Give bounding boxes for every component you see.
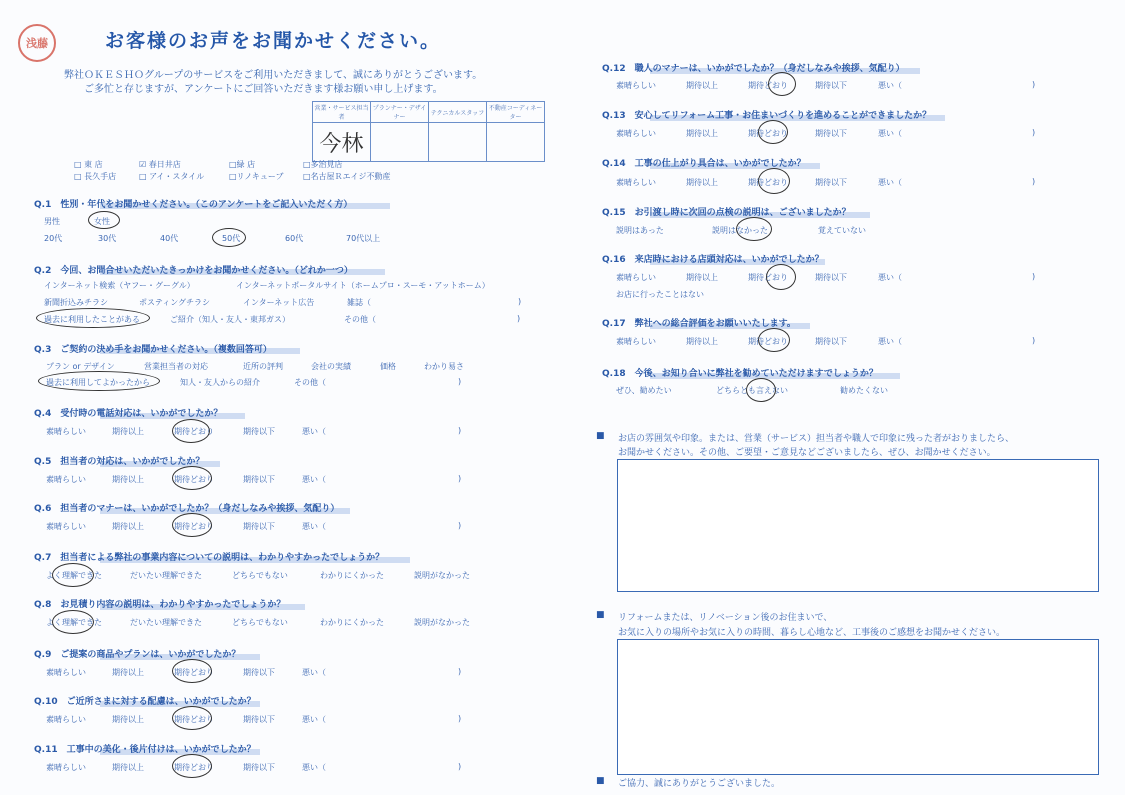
comment-box-1[interactable]: [617, 459, 1099, 592]
paren: ): [458, 714, 462, 723]
paren: ): [458, 667, 462, 676]
option-excellent[interactable]: 素晴らしい: [46, 715, 86, 724]
store-option[interactable]: □ アイ・スタイル: [139, 172, 205, 181]
option-bad[interactable]: 悪い（: [302, 522, 326, 531]
option-above[interactable]: 期待以上: [112, 427, 144, 436]
option[interactable]: よく理解できた: [46, 571, 102, 580]
section1-line1: お店の雰囲気や印象。または、営業（サービス）担当者や職人で印象に残った者がおりましたら、: [618, 434, 1015, 444]
paren: ): [458, 377, 462, 386]
store-option[interactable]: □緑 店: [229, 160, 256, 169]
option-excellent[interactable]: 素晴らしい: [46, 475, 86, 484]
option[interactable]: 価格: [380, 362, 396, 371]
option-as-expected[interactable]: 期待どおり: [748, 178, 788, 187]
option-above[interactable]: 期待以上: [686, 81, 718, 90]
option[interactable]: インターネット広告: [243, 298, 315, 307]
paren: ): [518, 297, 522, 306]
option-excellent[interactable]: 素晴らしい: [46, 427, 86, 436]
option-as-expected[interactable]: 期待どおり: [174, 763, 214, 772]
option-below[interactable]: 期待以下: [815, 81, 847, 90]
paren: ): [458, 474, 462, 483]
option[interactable]: 説明がなかった: [414, 618, 470, 627]
option-bad[interactable]: 悪い（: [302, 715, 326, 724]
option-below[interactable]: 期待以下: [243, 522, 275, 531]
option-as-expected[interactable]: 期待どおり: [174, 475, 214, 484]
option[interactable]: わかりにくかった: [320, 571, 384, 580]
option-below[interactable]: 期待以下: [243, 475, 275, 484]
section1-line2: お聞かせください。その他、ご要望・ご意見などございましたら、ぜひ、お聞かせください。: [618, 448, 996, 458]
option-male[interactable]: 男性: [44, 217, 60, 226]
option-below[interactable]: 期待以下: [243, 668, 275, 677]
question-q17: Q.17 弊社への総合評価をお願いいたします。: [602, 319, 796, 329]
option-age[interactable]: 20代: [44, 234, 63, 243]
staff-col-planner: プランナー・デザイナー: [371, 102, 429, 123]
thanks-text: ご協力、誠にありがとうございました。: [618, 779, 781, 789]
option-above[interactable]: 期待以上: [686, 178, 718, 187]
question-q11: Q.11 工事中の美化・後片付けは、いかがでしたか？: [34, 745, 256, 755]
option-below[interactable]: 期待以下: [243, 427, 275, 436]
option-excellent[interactable]: 素晴らしい: [46, 668, 86, 677]
question-q16: Q.16 来店時における店頭対応は、いかがでしたか？: [602, 255, 824, 265]
store-option[interactable]: ☑ 春日井店: [139, 160, 181, 169]
sales-staff-name: 今林: [319, 131, 364, 157]
section2-line1: リフォームまたは、リノベーション後のお住まいで、: [618, 613, 833, 623]
paren: ): [517, 314, 521, 323]
section-marker: ■: [596, 610, 605, 620]
option[interactable]: 説明がなかった: [414, 571, 470, 580]
store-option[interactable]: □ 長久手店: [74, 172, 117, 181]
option[interactable]: インターネット検索（ヤフー・グーグル）: [44, 281, 195, 290]
option-below[interactable]: 期待以下: [815, 273, 847, 282]
option[interactable]: どちらでもない: [232, 618, 288, 627]
question-q10: Q.10 ご近所さまに対する配慮は、いかがでしたか？: [34, 697, 256, 707]
question-q12: Q.12 職人のマナーは、いかがでしたか？（身だしなみや挨拶、気配り）: [602, 64, 905, 74]
paren: ): [458, 521, 462, 530]
staff-col-technical: テクニカルスタッフ: [429, 102, 487, 123]
option-below[interactable]: 期待以下: [243, 763, 275, 772]
paren: ): [458, 762, 462, 771]
option[interactable]: どちらでもない: [232, 571, 288, 580]
option[interactable]: 新聞折込みチラシ: [44, 298, 108, 307]
option-as-expected[interactable]: 期待どおり: [174, 427, 214, 436]
option[interactable]: 覚えていない: [818, 226, 866, 235]
intro-line-1: 弊社ＯＫＥＳＨＯグループのサービスをご利用いただきまして、誠にありがとうございます。: [64, 70, 483, 81]
option-above[interactable]: 期待以上: [112, 715, 144, 724]
option[interactable]: ご紹介（知人・友人・東邦ガス）: [170, 315, 290, 324]
section-marker: ■: [596, 431, 605, 441]
option[interactable]: ポスティングチラシ: [139, 298, 211, 307]
staff-col-sales: 営業・サービス担当者: [313, 102, 371, 123]
option-excellent[interactable]: 素晴らしい: [616, 81, 656, 90]
intro-line-2: ご多忙と存じますが、アンケートにご回答いただきます様お願い申し上げます。: [84, 84, 443, 95]
store-option[interactable]: □リノキューブ: [229, 172, 284, 181]
option[interactable]: 近所の評判: [243, 362, 283, 371]
comment-box-2[interactable]: [617, 639, 1099, 775]
paren: ): [1032, 80, 1036, 89]
option[interactable]: その他（: [294, 378, 326, 387]
option[interactable]: わかり易さ: [424, 362, 464, 371]
staff-col-realestate: 不動産コーディネーター: [487, 102, 545, 123]
option[interactable]: よく理解できた: [46, 618, 102, 627]
option[interactable]: 勧めたくない: [840, 386, 888, 395]
option-as-expected[interactable]: 期待どおり: [174, 668, 214, 677]
option-below[interactable]: 期待以下: [243, 715, 275, 724]
question-q1: Q.1 性別・年代をお聞かせください。（このアンケートをご記入いただく方）: [34, 200, 353, 210]
store-option[interactable]: □ 東 店: [74, 160, 103, 169]
question-q13: Q.13 安心してリフォーム工事・お住まいづくりを進めることができましたか？: [602, 111, 932, 121]
option-above[interactable]: 期待以上: [112, 522, 144, 531]
option[interactable]: 知人・友人からの紹介: [180, 378, 260, 387]
option-above[interactable]: 期待以上: [112, 475, 144, 484]
option-as-expected[interactable]: 期待どおり: [748, 81, 788, 90]
option[interactable]: 説明はあった: [616, 226, 664, 235]
option-bad[interactable]: 悪い（: [302, 668, 326, 677]
option-age[interactable]: 30代: [98, 234, 117, 243]
question-q9: Q.9 ご提案の商品やプランは、いかがでしたか？: [34, 650, 241, 660]
option-above[interactable]: 期待以上: [112, 763, 144, 772]
option-bad[interactable]: 悪い（: [878, 129, 902, 138]
option-above[interactable]: 期待以上: [112, 668, 144, 677]
store-option[interactable]: □多治見店: [303, 160, 343, 169]
option-bad[interactable]: 悪い（: [302, 427, 326, 436]
question-q14: Q.14 工事の仕上がり具合は、いかがでしたか？: [602, 159, 806, 169]
option[interactable]: だいたい理解できた: [130, 571, 202, 580]
staff-planner-cell[interactable]: [371, 123, 429, 162]
paren: ): [1032, 128, 1036, 137]
question-q6: Q.6 担当者のマナーは、いかがでしたか？（身だしなみや挨拶、気配り）: [34, 504, 340, 514]
option[interactable]: 過去に利用してよかったから: [46, 378, 150, 387]
option-as-expected[interactable]: 期待どおり: [748, 129, 788, 138]
option-as-expected[interactable]: 期待どおり: [748, 337, 788, 346]
option[interactable]: だいたい理解できた: [130, 618, 202, 627]
option-as-expected[interactable]: 期待どおり: [748, 273, 788, 282]
question-q7: Q.7 担当者による弊社の事業内容についての説明は、わかりやすかったでしょうか？: [34, 553, 385, 563]
paren: ): [1032, 336, 1036, 345]
option-female[interactable]: 女性: [94, 217, 110, 226]
section-marker: ■: [596, 776, 605, 786]
staff-technical-cell[interactable]: [429, 123, 487, 162]
option[interactable]: 会社の実績: [311, 362, 351, 371]
question-q2: Q.2 今回、お問合せいただいたきっかけをお聞かせください。（どれか一つ）: [34, 266, 353, 276]
section2-line2: お気に入りの場所やお気に入りの時間、暮らし心地など、工事後のご感想をお聞かせください。: [618, 628, 1006, 638]
option[interactable]: その他（: [344, 315, 376, 324]
option-below[interactable]: 期待以下: [815, 178, 847, 187]
option-excellent[interactable]: 素晴らしい: [46, 522, 86, 531]
option[interactable]: 営業担当者の対応: [144, 362, 208, 371]
option-below[interactable]: 期待以下: [815, 129, 847, 138]
option-excellent[interactable]: 素晴らしい: [616, 178, 656, 187]
option-bad[interactable]: 悪い（: [302, 475, 326, 484]
option-as-expected[interactable]: 期待どおり: [174, 715, 214, 724]
option-age[interactable]: 50代: [222, 234, 241, 243]
option[interactable]: 説明はなかった: [712, 226, 768, 235]
option-bad[interactable]: 悪い（: [878, 337, 902, 346]
option-bad[interactable]: 悪い（: [878, 178, 902, 187]
question-q15: Q.15 お引渡し時に次回の点検の説明は、ございましたか？: [602, 208, 851, 218]
option-bad[interactable]: 悪い（: [878, 273, 902, 282]
option[interactable]: 雑誌（: [347, 298, 371, 307]
staff-sales-cell[interactable]: [313, 123, 371, 162]
option[interactable]: プラン or デザイン: [46, 362, 115, 371]
option-excellent[interactable]: 素晴らしい: [616, 337, 656, 346]
staff-table: [312, 101, 545, 162]
option-above[interactable]: 期待以上: [686, 273, 718, 282]
option-excellent[interactable]: 素晴らしい: [46, 763, 86, 772]
option[interactable]: インターネットポータルサイト（ホームプロ・スーモ・アットホーム）: [236, 281, 490, 290]
option-age[interactable]: 70代以上: [346, 234, 381, 243]
option-as-expected[interactable]: 期待どおり: [174, 522, 214, 531]
option-above[interactable]: 期待以上: [686, 129, 718, 138]
option-bad[interactable]: 悪い（: [302, 763, 326, 772]
question-q18: Q.18 今後、お知り合いに弊社を勧めていただけますでしょうか？: [602, 369, 878, 379]
question-q3: Q.3 ご契約の決め手をお聞かせください。（複数回答可）: [34, 345, 272, 355]
option-age[interactable]: 60代: [285, 234, 304, 243]
paren: ): [1032, 272, 1036, 281]
option[interactable]: わかりにくかった: [320, 618, 384, 627]
paren: ): [458, 426, 462, 435]
question-q8: Q.8 お見積り内容の説明は、わかりやすかったでしょうか？: [34, 600, 286, 610]
company-seal: 浅藤: [18, 24, 56, 62]
paren: ): [1032, 177, 1036, 186]
option-age[interactable]: 40代: [160, 234, 179, 243]
option-above[interactable]: 期待以上: [686, 337, 718, 346]
option[interactable]: どちらとも言えない: [716, 386, 788, 395]
page-title: お客様のお声をお聞かせください。: [105, 30, 442, 52]
option-excellent[interactable]: 素晴らしい: [616, 129, 656, 138]
option[interactable]: ぜひ、勧めたい: [616, 386, 672, 395]
option[interactable]: 過去に利用したことがある: [44, 315, 140, 324]
option-bad[interactable]: 悪い（: [878, 81, 902, 90]
store-option[interactable]: □名古屋Ｒエイジ不動産: [303, 172, 391, 181]
option-below[interactable]: 期待以下: [815, 337, 847, 346]
option-never-visited[interactable]: お店に行ったことはない: [616, 290, 704, 299]
staff-realestate-cell[interactable]: [487, 123, 545, 162]
question-q4: Q.4 受付時の電話対応は、いかがでしたか？: [34, 409, 223, 419]
question-q5: Q.5 担当者の対応は、いかがでしたか？: [34, 457, 205, 467]
option-excellent[interactable]: 素晴らしい: [616, 273, 656, 282]
